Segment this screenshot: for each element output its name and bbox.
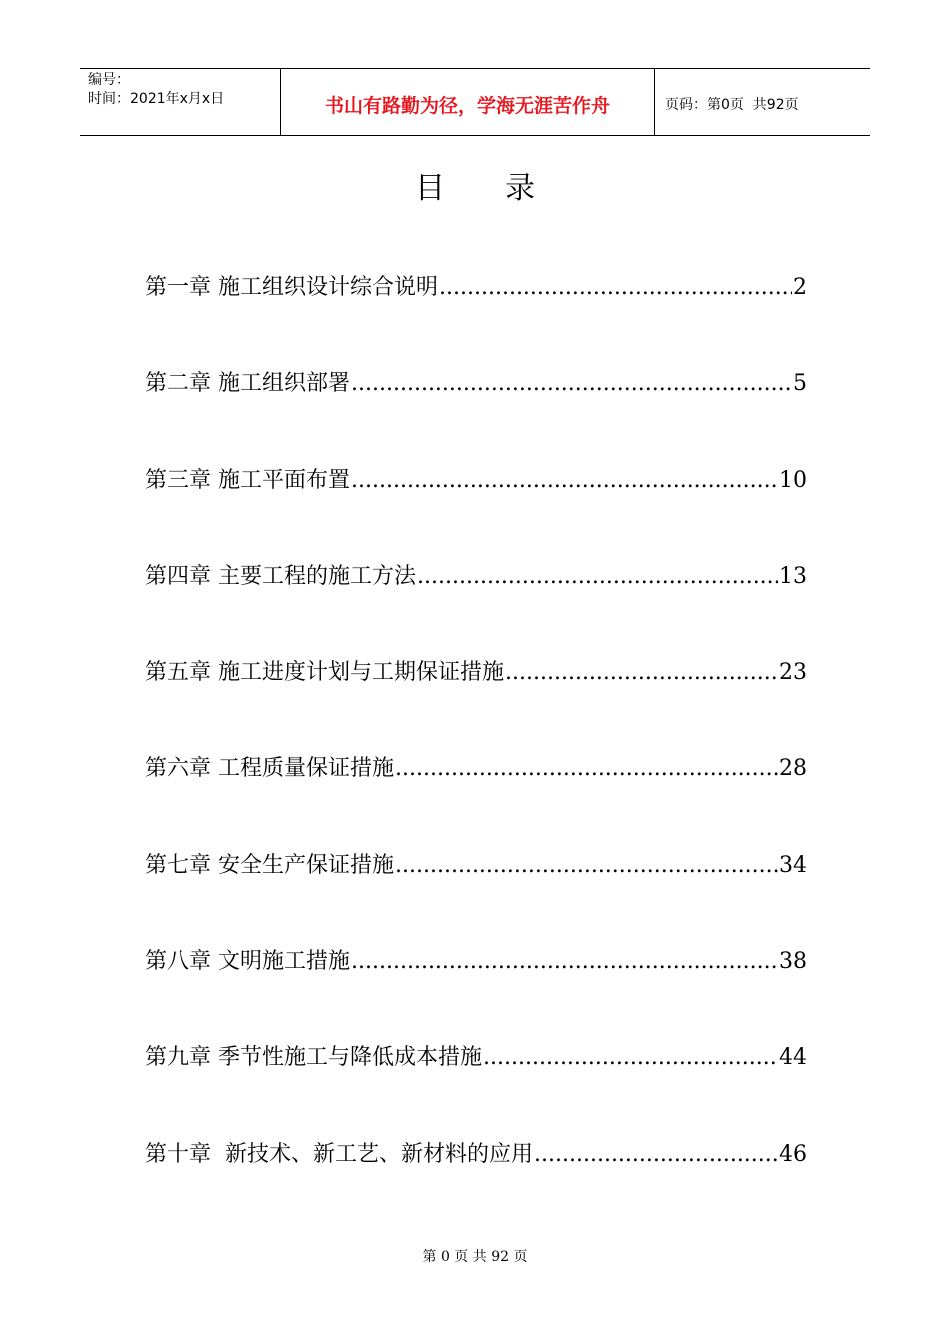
toc-title: 主要工程的施工方法: [218, 563, 417, 589]
toc-entry[interactable]: [145, 463, 807, 559]
toc-entry[interactable]: [145, 848, 807, 944]
toc-page-number: 2: [793, 275, 807, 300]
toc-leader: [351, 944, 778, 980]
toc-chapter: 第一章: [145, 275, 218, 300]
toc-title: 季节性施工与降低成本措施: [218, 1045, 483, 1071]
toc-title: 工程质量保证措施: [218, 756, 395, 782]
page-header: [80, 68, 870, 136]
toc-entry[interactable]: [145, 270, 807, 366]
toc-leader: [351, 366, 792, 402]
toc-page-number: 13: [779, 563, 807, 589]
toc-leader: [395, 848, 778, 884]
toc-leader: [351, 463, 778, 499]
toc-title: 施工组织部署: [218, 371, 351, 397]
toc-title: 安全生产保证措施: [218, 852, 395, 878]
toc-entry[interactable]: [145, 1040, 807, 1136]
header-meta: [80, 69, 281, 135]
toc-chapter: 第九章: [145, 1045, 218, 1071]
toc-entry[interactable]: [145, 655, 807, 751]
toc-page-number: 23: [779, 660, 807, 686]
toc-title: 施工进度计划与工期保证措施: [218, 660, 505, 686]
page-title: 目录: [415, 171, 595, 206]
toc-chapter: 第二章: [145, 371, 218, 397]
toc-title: 文明施工措施: [218, 949, 351, 975]
toc-page-number: 10: [779, 467, 807, 493]
toc-chapter: 第七章: [145, 852, 218, 878]
toc-chapter: 第八章: [145, 949, 218, 975]
toc-page-number: 44: [779, 1045, 807, 1071]
toc-leader: [417, 559, 778, 595]
header-date-label: 时间：2021年x月x日: [88, 91, 225, 107]
toc-chapter: 第五章: [145, 660, 218, 686]
toc-title: 新技术、新工艺、新材料的应用: [225, 1141, 534, 1167]
toc-chapter: 第三章: [145, 467, 218, 493]
header-number-label: 编号：: [88, 72, 130, 88]
toc-page-number: 28: [779, 756, 807, 782]
toc-chapter: 第六章: [145, 756, 218, 782]
toc-chapter: 第十章: [145, 1141, 225, 1167]
toc-leader: [534, 1137, 778, 1173]
toc-leader: [439, 270, 792, 306]
toc-entry[interactable]: [145, 751, 807, 847]
toc-leader: [505, 655, 778, 691]
toc-leader: [395, 751, 778, 787]
toc-title: 施工平面布置: [218, 467, 351, 493]
toc-entry[interactable]: [145, 944, 807, 1040]
toc-title: 施工组织设计综合说明: [218, 275, 439, 300]
toc-entry[interactable]: [145, 366, 807, 462]
header-motto: 书山有路勤为径，学海无涯苦作舟: [281, 69, 655, 135]
toc-chapter: 第四章: [145, 563, 218, 589]
table-of-contents: [145, 270, 807, 1233]
toc-page-number: 5: [793, 371, 807, 397]
toc-page-number: 34: [779, 852, 807, 878]
header-page-info: 页码：第0页 共92页: [665, 97, 799, 113]
toc-page-number: 46: [779, 1141, 807, 1167]
toc-leader: [483, 1040, 778, 1076]
page-footer: 第 0 页 共 92 页: [422, 1249, 528, 1265]
toc-entry[interactable]: [145, 1137, 807, 1233]
toc-page-number: 38: [779, 949, 807, 975]
toc-entry[interactable]: [145, 559, 807, 655]
